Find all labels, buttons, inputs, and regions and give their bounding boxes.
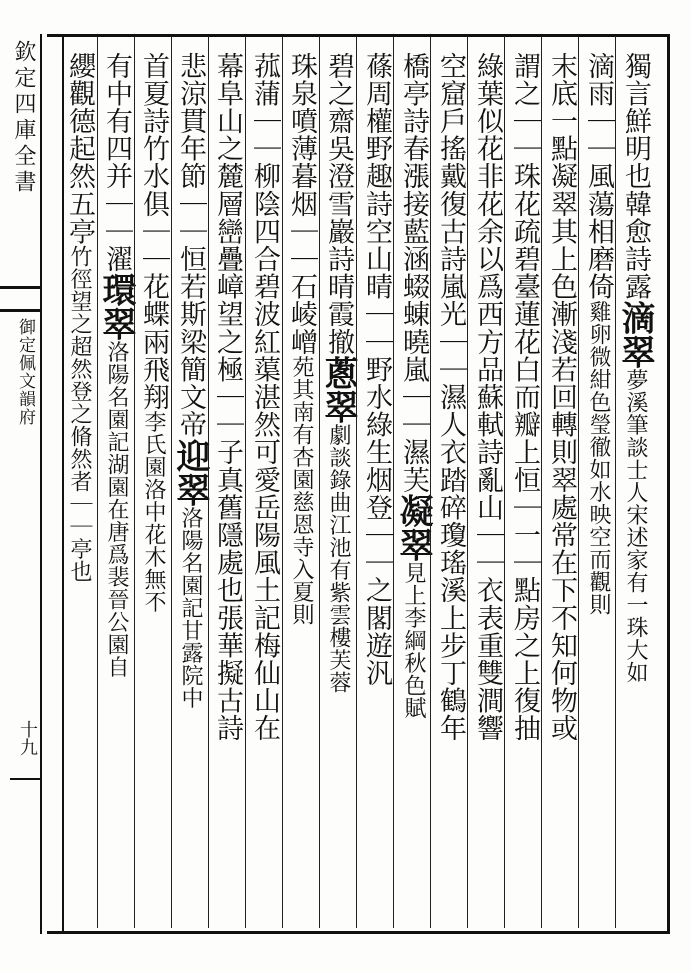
text-column bbox=[62, 52, 96, 932]
text-run: 綠葉似花非花余以爲西方品蘇軾詩亂山｜｜衣表重雙澗響 bbox=[472, 52, 503, 742]
column-rule bbox=[356, 36, 357, 928]
text-column bbox=[581, 52, 615, 932]
headword-text: 環翠 bbox=[96, 272, 136, 341]
text-run: 洛陽名園記甘露院中 bbox=[178, 506, 203, 709]
text-run: 謂之｜｜珠花疏碧臺蓮花白而瓣上恒｜一｜點房之上復抽 bbox=[509, 52, 540, 742]
gutter-fish-tail bbox=[0, 286, 40, 312]
text-column bbox=[247, 52, 281, 932]
text-run: 獨言鮮明也韓愈詩露 bbox=[620, 52, 651, 301]
text-run: 苑其南有杏園慈恩寺入夏則 bbox=[289, 355, 314, 626]
text-column bbox=[96, 52, 136, 932]
headword-text: 蔥翠 bbox=[318, 355, 358, 424]
text-run: 幕阜山之麓層巒疊嶂望之極｜｜子真舊隱處也張華擬古詩 bbox=[212, 52, 243, 742]
headword-text: 滴翠 bbox=[615, 300, 655, 369]
headword-text: 迎翠 bbox=[170, 438, 210, 507]
text-run: 菰蒲｜｜柳陰四合碧波紅蕖湛然可愛岳陽風土記梅仙山在 bbox=[249, 52, 280, 742]
gutter-series-title: 欽定四庫全書 bbox=[11, 40, 36, 196]
column-rule bbox=[504, 36, 505, 928]
column-rule bbox=[245, 36, 246, 928]
column-rule bbox=[615, 36, 616, 928]
text-column bbox=[615, 52, 655, 932]
gutter-page-number: 十九 bbox=[17, 720, 38, 756]
text-column bbox=[544, 52, 578, 932]
text-run: 蓧周權野趣詩空山晴｜｜野水綠生烟 bbox=[361, 52, 392, 494]
text-run: 珠泉噴薄暮烟｜｜石崚嶒 bbox=[286, 52, 317, 356]
column-rule bbox=[467, 36, 468, 928]
text-column bbox=[433, 52, 467, 932]
text-run: 纓觀德起然五亭 bbox=[64, 52, 95, 246]
gutter-book-title: 御定佩文韻府 bbox=[15, 318, 35, 426]
text-run: 滴雨｜｜風蕩相磨倚 bbox=[583, 52, 614, 301]
text-run: 碧之齋吳澄雪巖詩晴霞撤 bbox=[323, 52, 354, 356]
column-rule bbox=[97, 36, 98, 928]
text-column bbox=[136, 52, 170, 932]
text-column bbox=[507, 52, 541, 932]
column-rule bbox=[319, 36, 320, 928]
headword-text: 凝翠 bbox=[393, 493, 433, 562]
text-run: 夢溪筆談士人宋述家有一珠大如 bbox=[623, 368, 648, 684]
text-run: 空窟戶搖戴復古詩嵐光｜｜濕人衣踏碎瓊瑤溪上步丁鶴年 bbox=[435, 52, 466, 742]
column-rule bbox=[578, 36, 579, 928]
text-run: 李氏園洛中花木無不 bbox=[141, 410, 166, 614]
column-rule bbox=[134, 36, 135, 928]
text-run: 首夏詩竹水俱｜｜花蝶兩飛翔 bbox=[138, 52, 169, 411]
column-rule bbox=[430, 36, 431, 928]
text-run: 橋亭詩春漲接藍涵蝃蝀曉嵐｜｜濕芙 bbox=[398, 52, 429, 494]
text-run: 雞卵微紺色瑩徹如水映空而觀則 bbox=[586, 300, 611, 616]
text-run: 有中有四并｜｜濯 bbox=[101, 52, 132, 273]
text-column bbox=[318, 52, 358, 932]
gutter-rule-left bbox=[40, 34, 42, 934]
text-run: 登｜｜之閣遊汎 bbox=[361, 493, 392, 687]
text-column bbox=[284, 52, 318, 932]
text-run: 洛陽名園記湖園在唐爲裴晉公園自 bbox=[104, 340, 129, 679]
column-rule bbox=[393, 36, 394, 928]
text-run: 見上李綱秋色賦 bbox=[401, 561, 426, 720]
text-column bbox=[170, 52, 210, 932]
text-column bbox=[393, 52, 433, 932]
text-run: 末底一點凝翠其上色漸淺若回轉則翠處常在下不知何物或 bbox=[546, 52, 577, 742]
text-column bbox=[210, 52, 244, 932]
text-run: 劇談錄曲江池有紫雲樓芙蓉 bbox=[326, 423, 351, 694]
column-rule bbox=[208, 36, 209, 928]
column-rule bbox=[171, 36, 172, 928]
text-run: 悲涼貫年節｜｜恒若斯梁簡文帝 bbox=[175, 52, 206, 439]
column-rule bbox=[282, 36, 283, 928]
text-run: 竹徑望之超然登之脩然者｜｜亭也 bbox=[67, 245, 92, 583]
text-column bbox=[359, 52, 393, 932]
column-rule bbox=[541, 36, 542, 928]
gutter-page-rule bbox=[10, 778, 40, 780]
text-column bbox=[470, 52, 504, 932]
